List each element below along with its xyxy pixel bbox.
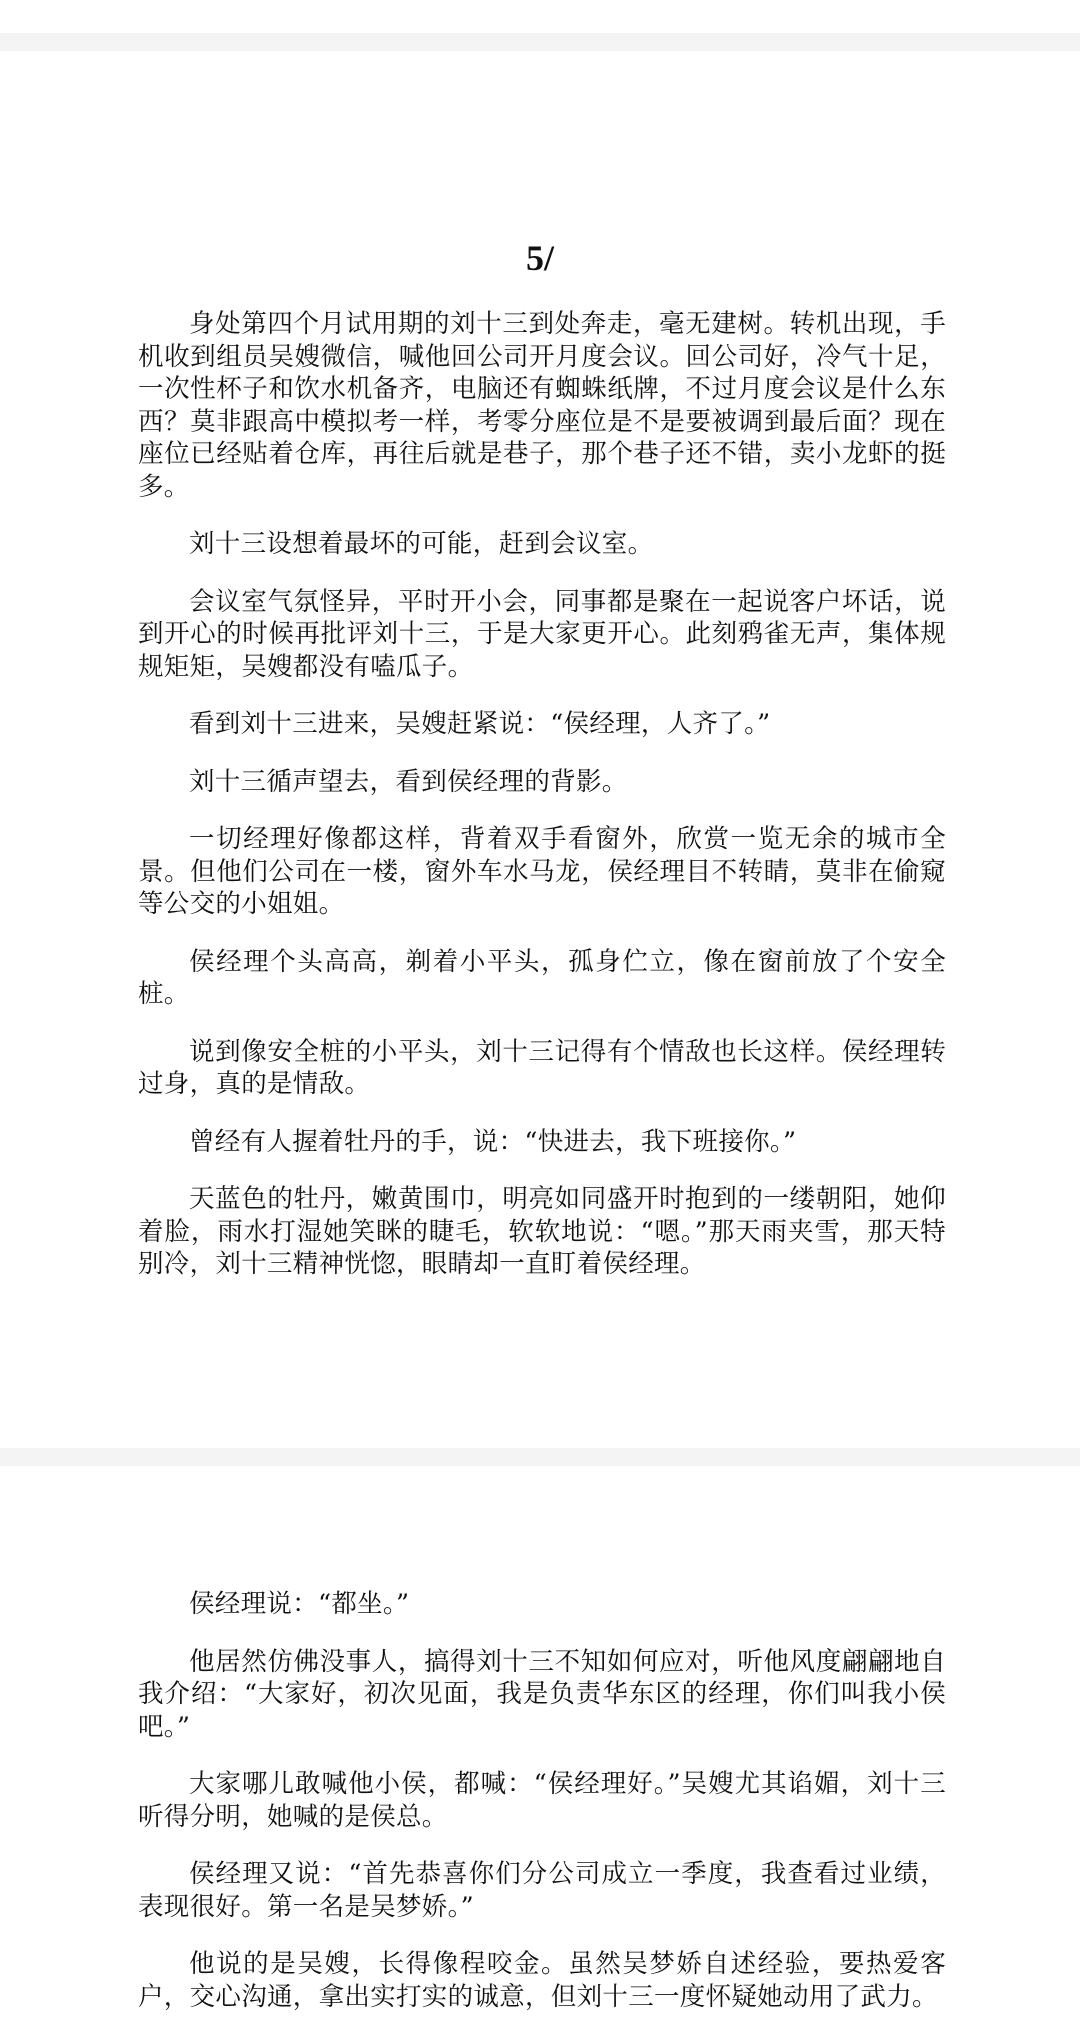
paragraph: 身处第四个月试用期的刘十三到处奔走，毫无建树。转机出现，手机收到组员吴嫂微信，喊他回公司开月度会议。回公司好，冷气十足，一次性杯子和饮水机备齐，电脑还有蜘蛛纸牌，不过月度会议是什么东西？莫非跟高中模拟考一样，考零分座位是不是要被调到最后面？现在座位已经贴着仓库，再往后就是巷子，那个巷子还不错，卖小龙虾的挺多。	[138, 309, 946, 502]
paragraph: 天蓝色的牡丹，嫩黄围巾，明亮如同盛开时抱到的一缕朝阳，她仰着脸，雨水打湿她笑眯的睫毛，软软地说：“嗯。”那天雨夹雪，那天特别冷，刘十三精神恍惚，眼睛却一直盯着侯经理。	[138, 1184, 946, 1279]
paragraph: 侯经理个头高高，剃着小平头，孤身伫立，像在窗前放了个安全桩。	[138, 946, 946, 1009]
page-gap-top	[0, 33, 1080, 51]
page-2-body	[138, 1588, 946, 2022]
paragraph: 看到刘十三进来，吴嫂赶紧说：“侯经理，人齐了。”	[189, 709, 771, 739]
paragraph: 大家哪儿敢喊他小侯，都喊：“侯经理好。”吴嫂尤其谄媚，刘十三听得分明，她喊的是侯总。	[138, 1769, 946, 1832]
paragraph: 一切经理好像都这样，背着双手看窗外，欣赏一览无余的城市全景。但他们公司在一楼，窗外车水马龙，侯经理目不转睛，莫非在偷窥等公交的小姐姐。	[138, 824, 946, 919]
paragraph: 侯经理又说：“首先恭喜你们分公司成立一季度，我查看过业绩，表现很好。第一名是吴梦娇。”	[138, 1859, 946, 1922]
paragraph: 他居然仿佛没事人，搞得刘十三不知如何应对，听他风度翩翩地自我介绍：“大家好，初次见面，我是负责华东区的经理，你们叫我小侯吧。”	[138, 1646, 946, 1742]
page-gap-divider	[0, 1448, 1080, 1466]
paragraph: 他说的是吴嫂，长得像程咬金。虽然吴梦娇自述经验，要热爱客户，交心沟通，拿出实打实的诚意，但刘十三一度怀疑她动用了武力。	[138, 1949, 946, 2012]
reader-page-1[interactable]	[0, 51, 1080, 1448]
paragraph: 说到像安全桩的小平头，刘十三记得有个情敌也长这样。侯经理转过身，真的是情敌。	[138, 1036, 946, 1099]
paragraph: 曾经有人握着牡丹的手，说：“快进去，我下班接你。”	[189, 1126, 797, 1157]
reader-page-2[interactable]	[0, 1466, 1080, 2022]
page-1-body	[138, 308, 946, 1306]
paragraph: 刘十三设想着最坏的可能，赶到会议室。	[189, 529, 654, 559]
paragraph: 刘十三循声望去，看到侯经理的背影。	[189, 766, 628, 797]
paragraph: 会议室气氛怪异，平时开小会，同事都是聚在一起说客户坏话，说到开心的时候再批评刘十三，于是大家更开心。此刻鸦雀无声，集体规规矩矩，吴嫂都没有嗑瓜子。	[138, 586, 946, 682]
paragraph: 侯经理说：“都坐。”	[189, 1589, 410, 1619]
chapter-title: 5/	[525, 238, 554, 278]
